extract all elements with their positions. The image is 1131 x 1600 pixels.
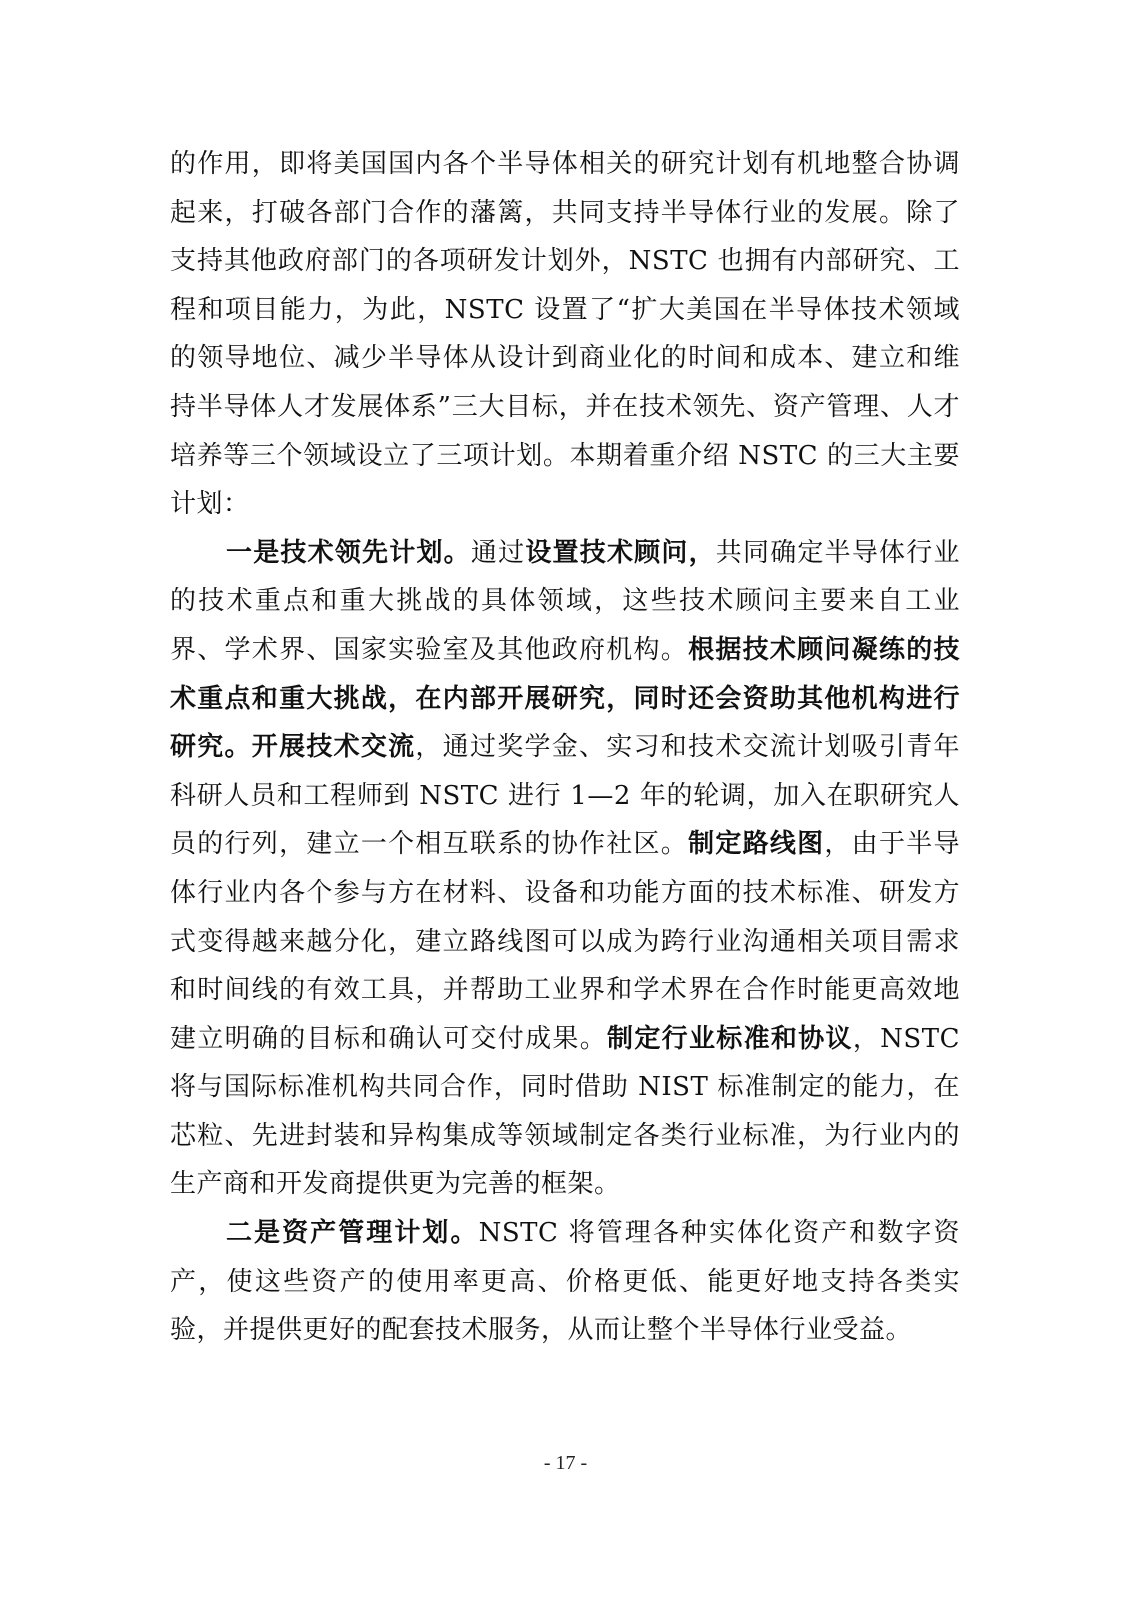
- heading-tech-leadership: 一是技术领先计划。: [226, 537, 471, 568]
- text-segment: ，NSTC 将与国际标准机构共同合作，同时借助 NIST 标准制定的能力，在芯粒、先进封装和异构集成等领域制定各类行业标准，为行业内的生产商和开发商提供更为完善的框架。: [170, 1023, 960, 1200]
- document-body: [170, 140, 960, 1355]
- text-segment: NSTC 将管理各种实体化资产和数字资产，使这些资产的使用率更高、价格更低、能更好地支持各类实验，并提供更好的配套技术服务，从而让整个半导体行业受益。: [170, 1218, 960, 1346]
- emphasis-roadmap: 制定路线图: [688, 829, 825, 860]
- emphasis-internal-research: 根据技术顾问凝练的技术重点和重大挑战，在内部开展研究，同时还会资助其他机构进行研究。开展技术交流: [170, 634, 960, 763]
- page-number: - 17 -: [543, 1452, 588, 1474]
- paragraph-asset-management-plan: [170, 1209, 960, 1355]
- text-segment: 的作用，即将美国国内各个半导体相关的研究计划有机地整合协调起来，打破各部门合作的藩篱，共同支持半导体行业的发展。除了支持其他政府部门的各项研发计划外，NSTC 也拥有内部研究、工程和项目能力，为此，NSTC 设置了“扩大美国在半导体技术领域的领导地位、减少半导体从设计到商业化的时间和成本、建立和维持半导体人才发展体系”三大目标，并在技术领先、资产管理、人才培养等三个领域设立了三项计划。本期着重介绍 NSTC 的三大主要计划：: [170, 149, 960, 520]
- text-segment: ，通过奖学金、实习和技术交流计划吸引青年科研人员和工程师到 NSTC 进行 1—2 年的轮调，加入在职研究人员的行列，建立一个相互联系的协作社区。: [170, 732, 960, 860]
- emphasis-standards: 制定行业标准和协议: [607, 1023, 853, 1054]
- text-segment: 共同确定半导体行业的技术重点和重大挑战的具体领域，这些技术顾问主要来自工业界、学术界、国家实验室及其他政府机构。: [170, 537, 960, 665]
- paragraph-intro: [170, 140, 960, 529]
- text-segment: 通过: [470, 537, 526, 568]
- emphasis-tech-advisors: 设置技术顾问，: [525, 537, 716, 568]
- paragraph-tech-leadership-plan: [170, 529, 960, 1209]
- text-segment: ，由于半导体行业内各个参与方在材料、设备和功能方面的技术标准、研发方式变得越来越分化，建立路线图可以成为跨行业沟通相关项目需求和时间线的有效工具，并帮助工业界和学术界在合作时能更高效地建立明确的目标和确认可交付成果。: [170, 829, 960, 1054]
- heading-asset-management: 二是资产管理计划。: [226, 1218, 479, 1249]
